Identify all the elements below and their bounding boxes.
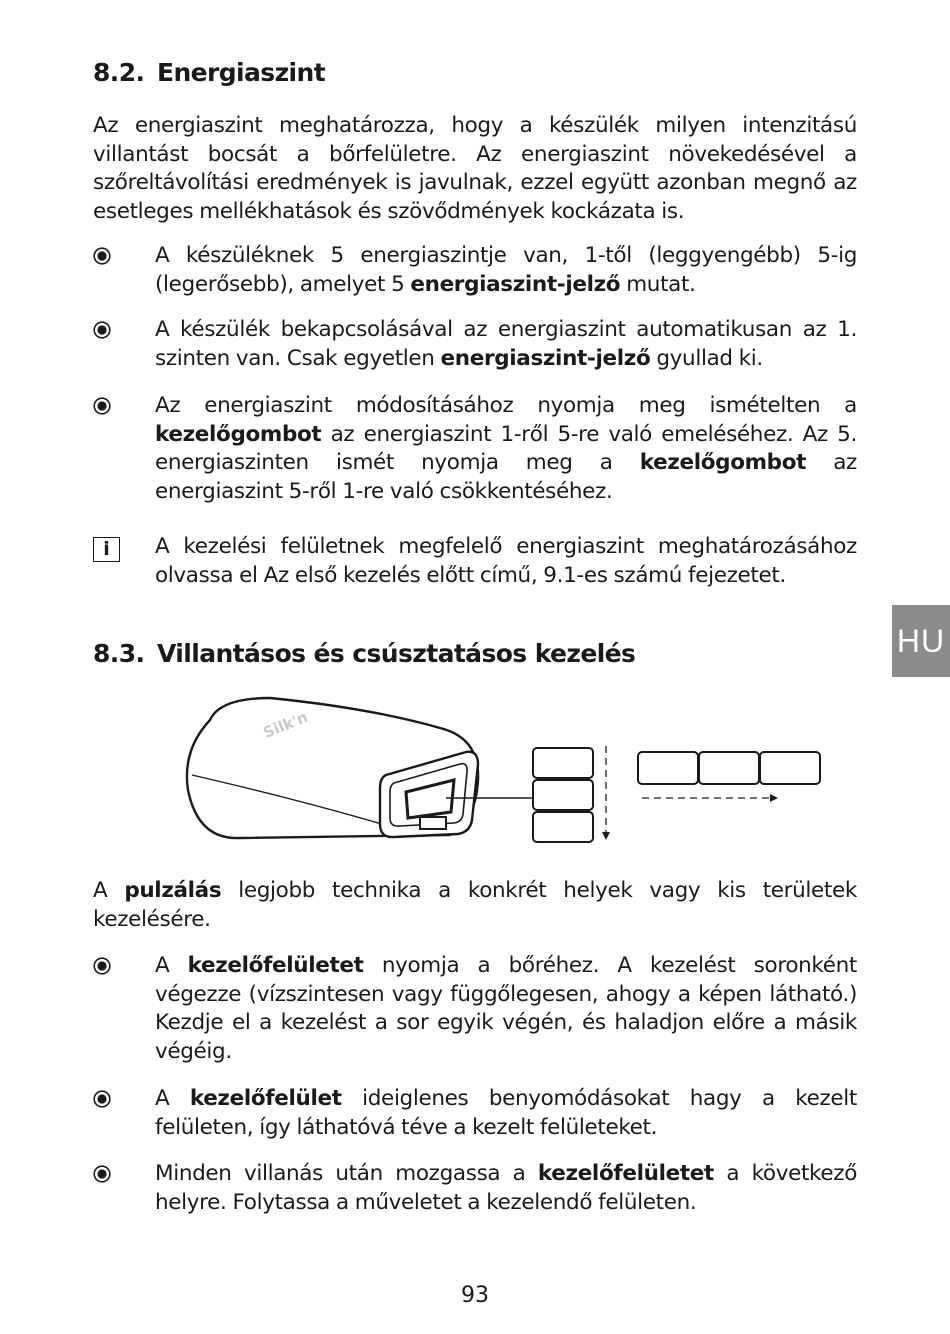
bullet-icon [93, 957, 111, 975]
page-number: 93 [461, 1283, 489, 1308]
info-icon: i [93, 537, 120, 562]
list-item [93, 952, 857, 1066]
bullet-icon [93, 321, 111, 339]
list-item-bold: energiaszint-jelző [440, 345, 651, 371]
list-item-text: nyomja a bőréhez. A kezelést soronként végezze (vízszintesen vagy függőlegesen, ahogy a képen látható.) Kezdje el a kezelést a sor egyik végén, és haladjon előre a másik végéig. [155, 953, 857, 1064]
section-8-3-heading [93, 639, 635, 668]
list-item-text: az energiaszint 5-ről 1-re való csökkentéséhez. [155, 450, 857, 504]
bullet-icon [93, 397, 111, 415]
energy-level-intro: Az energiaszint meghatározza, hogy a készülék milyen intenzitású villantást bocsát a bőrfelületre. Az energiaszint növekedésével a szőreltávolítási eredmények is javulnak, ezzel együtt azonban megnő az esetleges mellékhatások és szövődmények kockázata is. [93, 113, 857, 224]
section-title: Villantásos és csúsztatásos kezelés [157, 639, 636, 668]
list-item-text: Minden villanás után mozgassa a [155, 1161, 538, 1186]
list-item-bold: energiaszint-jelző [410, 271, 621, 297]
list-item-text: A készüléknek 5 energiaszintje van, 1-től (leggyengébb) 5-ig (legerősebb), amelyet 5 [155, 243, 857, 297]
list-item-text: a következő helyre. Folytassa a műveletet a kezelendő felületen. [155, 1161, 857, 1215]
list-item-text: A készülék bekapcsolásával az energiaszint automatikusan az 1. szinten van. Csak egyetlen [155, 317, 857, 371]
list-item-bold: kezelőfelületet [187, 953, 364, 978]
info-note-text: A kezelési felületnek megfelelő energiaszint meghatározásához olvassa el Az első kezelés előtt című, 9.1-es számú fejezetet. [155, 534, 857, 588]
section-number: 8.2. [93, 58, 145, 87]
section-title: Energiaszint [157, 58, 326, 87]
list-item-text: Az energiaszint módosításához nyomja meg ismételten a [155, 393, 857, 418]
list-item-bold: kezelőgombot [155, 421, 322, 447]
device-illustration [180, 680, 840, 854]
list-item-bold: kezelőfelületet [537, 1161, 714, 1186]
info-note [93, 533, 857, 590]
list-item [93, 316, 857, 373]
paragraph-text: legjobb technika a konkrét helyek vagy kis területek kezelésére. [93, 878, 857, 932]
list-item-text: mutat. [620, 271, 696, 297]
list-item-text: ideiglenes benyomódásokat hagy a kezelt felületen, így láthatóvá téve a kezelt felületeket. [155, 1086, 857, 1140]
bullet-icon [93, 1090, 111, 1108]
list-item-text: A [155, 1086, 190, 1111]
list-item [93, 1160, 857, 1217]
language-tab: HU [892, 605, 950, 677]
section-8-2-heading [93, 58, 325, 87]
paragraph-text: A [93, 878, 125, 903]
pulsing-intro [93, 877, 857, 934]
list-item-text: az energiaszint 1-ről 5-re való emeléséhez. Az 5. energiaszinten ismét nyomja meg a [155, 421, 857, 476]
paragraph-bold: pulzálás [124, 878, 222, 903]
list-item [93, 392, 857, 506]
list-item [93, 1085, 857, 1142]
list-item-bold: kezelőgombot [639, 450, 807, 476]
list-item [93, 242, 857, 299]
section-number: 8.3. [93, 639, 145, 668]
bullet-icon [93, 1165, 111, 1183]
list-item-text: A [155, 953, 188, 978]
bullet-icon [93, 247, 111, 265]
list-item-bold: kezelőfelület [189, 1086, 342, 1111]
list-item-text: gyullad ki. [650, 345, 763, 371]
brand-logo: Silk'n [260, 707, 311, 742]
